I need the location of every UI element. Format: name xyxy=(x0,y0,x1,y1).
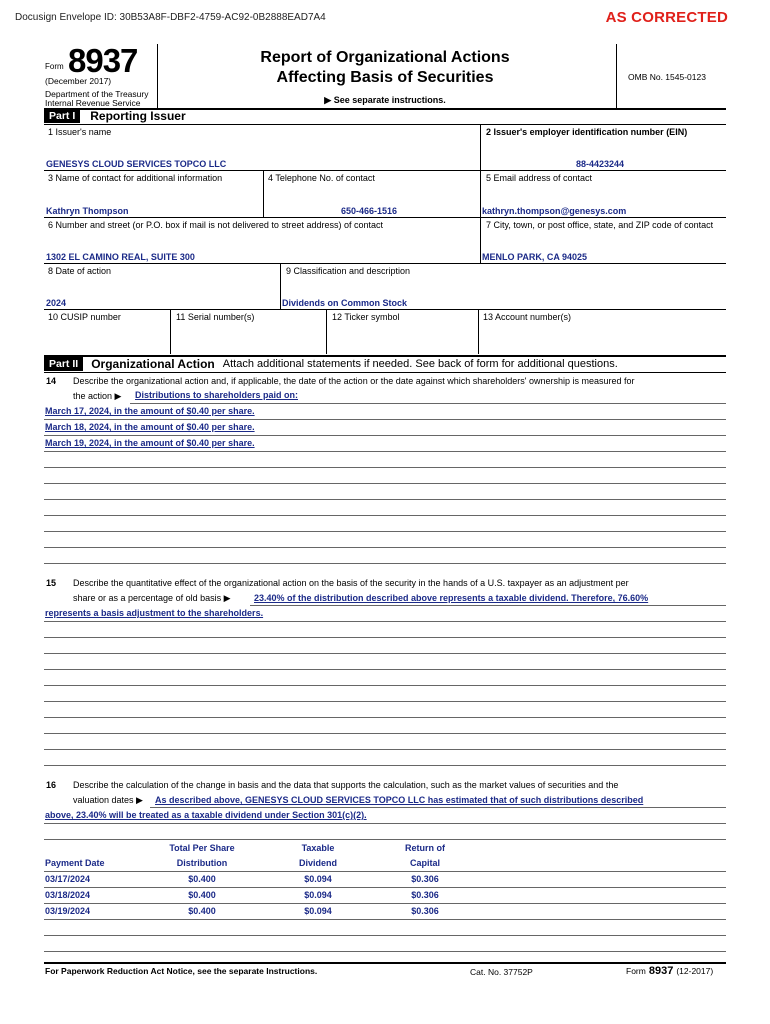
part1-header xyxy=(44,109,186,123)
classification[interactable]: Dividends on Common Stock xyxy=(282,298,408,308)
part2-title: Organizational Action xyxy=(91,357,215,371)
row3-return: $0.306 xyxy=(411,906,439,916)
form-word: Form xyxy=(45,62,64,71)
form-title-line2: Affecting Basis of Securities xyxy=(276,69,494,86)
field-6-label: 6 Number and street (or P.O. box if mail is not delivered to street address) of contact xyxy=(48,220,383,230)
th-return-of-capital xyxy=(390,841,460,871)
field-4-label: 4 Telephone No. of contact xyxy=(268,173,375,183)
field-12-label: 12 Ticker symbol xyxy=(332,312,400,322)
q15-line-2[interactable]: represents a basis adjustment to the shareholders. xyxy=(45,608,264,618)
field-9-label: 9 Classification and description xyxy=(286,266,411,276)
row1-taxable: $0.094 xyxy=(304,874,332,884)
q14-line-2[interactable]: March 17, 2024, in the amount of $0.40 per share. xyxy=(45,406,255,416)
th-total-per-share-line2: Distribution xyxy=(176,858,228,868)
paperwork-notice: For Paperwork Reduction Act Notice, see the separate Instructions. xyxy=(45,966,318,976)
row3-date: 03/19/2024 xyxy=(45,906,91,916)
row1-return: $0.306 xyxy=(411,874,439,884)
dept-line1: Department of the Treasury xyxy=(45,89,149,99)
row2-date: 03/18/2024 xyxy=(45,890,91,900)
q14-text2: the action ▶ xyxy=(73,391,122,401)
envelope-id: Docusign Envelope ID: 30B53A8F-DBF2-4759-AC92-0B2888EAD7A4 xyxy=(15,12,326,23)
q15-text1: Describe the quantitative effect of the organizational action on the basis of the security in the hands of a U.S. taxpayer as an adjustment per xyxy=(73,578,629,588)
q16-text2: valuation dates ▶ xyxy=(73,795,143,805)
th-taxable-dividend xyxy=(283,841,353,871)
row2-return: $0.306 xyxy=(411,890,439,900)
th-total-per-share-line1: Total Per Share xyxy=(169,843,235,853)
q14-line-1[interactable]: Distributions to shareholders paid on: xyxy=(135,390,299,400)
q15-text2: share or as a percentage of old basis ▶ xyxy=(73,593,231,603)
row1-total: $0.400 xyxy=(188,874,216,884)
th-return-line2: Capital xyxy=(409,858,440,868)
q14-text1: Describe the organizational action and, if applicable, the date of the action or the date against which shareholders' ownership is measured for xyxy=(73,376,635,386)
issuer-name[interactable]: GENESYS CLOUD SERVICES TOPCO LLC xyxy=(46,159,227,169)
part1-label: Part I xyxy=(44,109,80,123)
contact-phone[interactable]: 650-466-1516 xyxy=(341,206,398,216)
footer-form-rev: (12-2017) xyxy=(676,966,714,976)
contact-name[interactable]: Kathryn Thompson xyxy=(46,206,129,216)
footer-form-number: 8937 xyxy=(648,965,674,977)
field-13-label: 13 Account number(s) xyxy=(483,312,572,322)
th-taxable-line1: Taxable xyxy=(301,843,335,853)
part1-title: Reporting Issuer xyxy=(90,109,186,123)
part2-label: Part II xyxy=(44,357,83,371)
omb-number: OMB No. 1545-0123 xyxy=(628,72,706,82)
form-revision: (December 2017) xyxy=(45,76,112,86)
contact-street[interactable]: 1302 EL CAMINO REAL, SUITE 300 xyxy=(46,252,195,262)
corrected-stamp: AS CORRECTED xyxy=(605,9,728,26)
see-instructions: ▶ See separate instructions. xyxy=(324,95,446,105)
part2-header xyxy=(44,357,618,371)
q16-line-2[interactable]: above, 23.40% will be treated as a taxable dividend under Section 301(c)(2). xyxy=(45,810,367,820)
field-5-label: 5 Email address of contact xyxy=(486,173,593,183)
q16-text1: Describe the calculation of the change in basis and the data that supports the calculation, such as the market values of securities and the xyxy=(73,780,619,790)
field-10-label: 10 CUSIP number xyxy=(48,312,121,322)
cat-number: Cat. No. 37752P xyxy=(470,967,533,977)
footer-form-id xyxy=(626,965,713,977)
q14-line-3[interactable]: March 18, 2024, in the amount of $0.40 per share. xyxy=(45,422,255,432)
contact-email[interactable]: kathryn.thompson@genesys.com xyxy=(482,206,627,216)
issuer-ein[interactable]: 88-4423244 xyxy=(576,159,625,169)
date-of-action[interactable]: 2024 xyxy=(46,298,67,308)
form-number: 8937 xyxy=(68,42,138,79)
row2-total: $0.400 xyxy=(188,890,216,900)
th-taxable-line2: Dividend xyxy=(298,858,337,868)
part2-subtitle: Attach additional statements if needed. See back of form for additional questions. xyxy=(222,358,618,370)
q15-line-1[interactable]: 23.40% of the distribution described above represents a taxable dividend. Therefore, 76.60% xyxy=(254,593,649,603)
field-1-label: 1 Issuer's name xyxy=(48,127,112,137)
row2-taxable: $0.094 xyxy=(304,890,332,900)
footer-form-word: Form xyxy=(626,966,646,976)
field-7-label: 7 City, town, or post office, state, and ZIP code of contact xyxy=(486,220,714,230)
q16-line-1[interactable]: As described above, GENESYS CLOUD SERVICES TOPCO LLC has estimated that of such distributions described xyxy=(155,795,644,805)
row1-date: 03/17/2024 xyxy=(45,874,91,884)
field-2-label: 2 Issuer's employer identification number (EIN) xyxy=(486,127,688,137)
th-return-line1: Return of xyxy=(405,843,445,853)
q14-number: 14 xyxy=(46,376,57,386)
q14-line-4[interactable]: March 19, 2024, in the amount of $0.40 per share. xyxy=(45,438,255,448)
th-payment-date: Payment Date xyxy=(45,858,105,868)
form-title-line1: Report of Organizational Actions xyxy=(260,49,510,66)
th-total-per-share xyxy=(152,841,252,871)
contact-city[interactable]: MENLO PARK, CA 94025 xyxy=(482,252,588,262)
field-11-label: 11 Serial number(s) xyxy=(176,312,255,322)
field-3-label: 3 Name of contact for additional information xyxy=(48,173,223,183)
field-8-label: 8 Date of action xyxy=(48,266,112,276)
row3-taxable: $0.094 xyxy=(304,906,332,916)
q16-number: 16 xyxy=(46,780,57,790)
row3-total: $0.400 xyxy=(188,906,216,916)
dept-line2: Internal Revenue Service xyxy=(45,98,141,108)
q15-number: 15 xyxy=(46,578,57,588)
